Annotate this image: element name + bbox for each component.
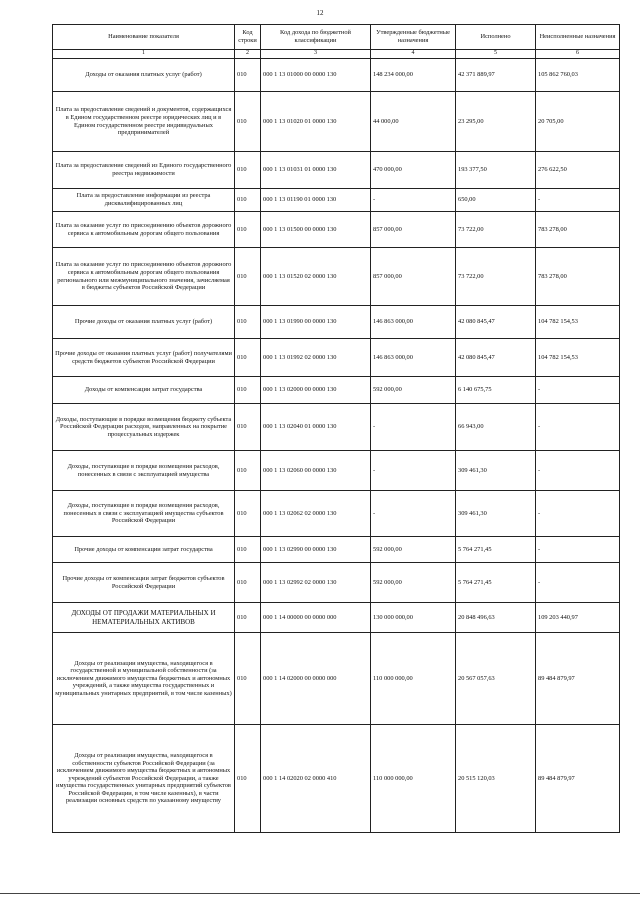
header-name: Наименование показателя: [53, 25, 235, 50]
table-row: [53, 248, 620, 306]
cell-code: 010: [235, 404, 261, 451]
column-number-row: [53, 50, 620, 59]
table-row: [53, 212, 620, 248]
cell-executed: 309 461,30: [456, 451, 536, 491]
table-row: [53, 603, 620, 633]
cell-unexecuted: 104 782 154,53: [536, 306, 620, 339]
header-unexecuted: Неисполненные назначения: [536, 25, 620, 50]
column-number: 2: [235, 50, 261, 59]
cell-kbk: 000 1 13 01020 01 0000 130: [261, 92, 371, 152]
table-row: [53, 491, 620, 537]
cell-kbk: 000 1 13 02062 02 0000 130: [261, 491, 371, 537]
budget-income-table: [52, 24, 620, 833]
cell-kbk: 000 1 13 01031 01 0000 130: [261, 152, 371, 189]
cell-approved: 146 863 000,00: [371, 306, 456, 339]
cell-code: 010: [235, 248, 261, 306]
cell-unexecuted: 89 484 879,97: [536, 633, 620, 725]
table-row: [53, 451, 620, 491]
cell-approved: 592 000,00: [371, 377, 456, 404]
cell-unexecuted: -: [536, 404, 620, 451]
cell-kbk: 000 1 13 02000 00 0000 130: [261, 377, 371, 404]
cell-unexecuted: -: [536, 563, 620, 603]
cell-approved: 592 000,00: [371, 537, 456, 563]
cell-name: Прочие доходы от компенсации затрат государства: [53, 537, 235, 563]
cell-executed: 42 371 889,97: [456, 59, 536, 92]
cell-unexecuted: 20 705,00: [536, 92, 620, 152]
cell-name: Прочие доходы от компенсации затрат бюджетов субъектов Российской Федерации: [53, 563, 235, 603]
cell-approved: 592 000,00: [371, 563, 456, 603]
column-number: 5: [456, 50, 536, 59]
cell-name: Доходы, поступающие в порядке возмещения расходов, понесенных в связи с эксплуатацией имущества субъектов Российской Федерации: [53, 491, 235, 537]
cell-executed: 42 080 845,47: [456, 339, 536, 377]
cell-name: Доходы от реализации имущества, находящегося в государственной и муниципальной собственности (за исключением движимого имущества бюджетных и автономных учреждений, а также имущества государственных и муниципальных унитарных предприятий, в том числе казенных): [53, 633, 235, 725]
cell-executed: 650,00: [456, 189, 536, 212]
cell-executed: 42 080 845,47: [456, 306, 536, 339]
cell-code: 010: [235, 633, 261, 725]
cell-name: Плата за предоставление сведений из Единого государственного реестра недвижимости: [53, 152, 235, 189]
cell-unexecuted: 783 278,00: [536, 212, 620, 248]
cell-code: 010: [235, 59, 261, 92]
cell-approved: 857 000,00: [371, 212, 456, 248]
cell-approved: 110 000 000,00: [371, 725, 456, 833]
cell-code: 010: [235, 537, 261, 563]
cell-kbk: 000 1 13 01000 00 0000 130: [261, 59, 371, 92]
cell-approved: 857 000,00: [371, 248, 456, 306]
cell-unexecuted: -: [536, 491, 620, 537]
cell-unexecuted: -: [536, 377, 620, 404]
cell-kbk: 000 1 14 00000 00 0000 000: [261, 603, 371, 633]
cell-approved: 130 000 000,00: [371, 603, 456, 633]
cell-code: 010: [235, 491, 261, 537]
cell-kbk: 000 1 13 02992 02 0000 130: [261, 563, 371, 603]
cell-kbk: 000 1 13 01520 02 0000 130: [261, 248, 371, 306]
table-header-row: [53, 25, 620, 50]
header-approved: Утвержденные бюджетные назначения: [371, 25, 456, 50]
cell-kbk: 000 1 13 01190 01 0000 130: [261, 189, 371, 212]
cell-unexecuted: -: [536, 451, 620, 491]
cell-kbk: 000 1 13 01990 00 0000 130: [261, 306, 371, 339]
cell-name: Плата за оказание услуг по присоединению объектов дорожного сервиса к автомобильным дорогам общего пользования регионального или межмуниципального значения, зачисляемая в бюджеты субъектов Российской Федерации: [53, 248, 235, 306]
cell-kbk: 000 1 13 01500 00 0000 130: [261, 212, 371, 248]
table-row: [53, 377, 620, 404]
table-row: [53, 563, 620, 603]
cell-unexecuted: 276 622,50: [536, 152, 620, 189]
cell-name: Прочие доходы от оказания платных услуг (работ): [53, 306, 235, 339]
cell-executed: 5 764 271,45: [456, 563, 536, 603]
column-number: 3: [261, 50, 371, 59]
cell-approved: 470 000,00: [371, 152, 456, 189]
cell-executed: 20 515 120,03: [456, 725, 536, 833]
header-code: Код строки: [235, 25, 261, 50]
table-row: [53, 92, 620, 152]
cell-code: 010: [235, 339, 261, 377]
cell-name: Плата за предоставление информации из реестра дисквалифицированных лиц: [53, 189, 235, 212]
cell-executed: 309 461,30: [456, 491, 536, 537]
cell-approved: -: [371, 404, 456, 451]
cell-executed: 193 377,50: [456, 152, 536, 189]
cell-executed: 66 943,00: [456, 404, 536, 451]
cell-name: ДОХОДЫ ОТ ПРОДАЖИ МАТЕРИАЛЬНЫХ И НЕМАТЕРИАЛЬНЫХ АКТИВОВ: [53, 603, 235, 633]
cell-code: 010: [235, 189, 261, 212]
cell-approved: -: [371, 491, 456, 537]
table-row: [53, 537, 620, 563]
cell-unexecuted: 109 203 440,97: [536, 603, 620, 633]
cell-name: Доходы от оказания платных услуг (работ): [53, 59, 235, 92]
cell-name: Доходы от реализации имущества, находящегося в собственности субъектов Российской Федерации (за исключением движимого имущества бюджетных и автономных учреждений субъектов Российской Федерации, а также имущества государственных унитарных предприятий субъектов Российской Федерации, в том числе казенных), в части реализации основных средств по указанному имуществу: [53, 725, 235, 833]
cell-code: 010: [235, 377, 261, 404]
cell-unexecuted: -: [536, 537, 620, 563]
cell-code: 010: [235, 306, 261, 339]
cell-executed: 5 764 271,45: [456, 537, 536, 563]
cell-code: 010: [235, 212, 261, 248]
table-row: [53, 189, 620, 212]
table-row: [53, 725, 620, 833]
cell-code: 010: [235, 563, 261, 603]
cell-unexecuted: 104 782 154,53: [536, 339, 620, 377]
cell-name: Доходы от компенсации затрат государства: [53, 377, 235, 404]
cell-approved: 146 863 000,00: [371, 339, 456, 377]
cell-executed: 20 848 496,63: [456, 603, 536, 633]
cell-name: Доходы, поступающие в порядке возмещения бюджету субъекта Российской Федерации расходов, направленных на покрытие процессуальных издержек: [53, 404, 235, 451]
page-number: 12: [316, 9, 324, 17]
column-number: 6: [536, 50, 620, 59]
cell-name: Доходы, поступающие в порядке возмещения расходов, понесенных в связи с эксплуатацией имущества: [53, 451, 235, 491]
table-row: [53, 306, 620, 339]
cell-code: 010: [235, 92, 261, 152]
cell-unexecuted: 105 862 760,03: [536, 59, 620, 92]
cell-kbk: 000 1 14 02000 00 0000 000: [261, 633, 371, 725]
cell-approved: 44 000,00: [371, 92, 456, 152]
cell-executed: 73 722,00: [456, 212, 536, 248]
column-number: 1: [53, 50, 235, 59]
cell-approved: -: [371, 189, 456, 212]
cell-approved: -: [371, 451, 456, 491]
cell-kbk: 000 1 13 01992 02 0000 130: [261, 339, 371, 377]
cell-approved: 148 234 000,00: [371, 59, 456, 92]
cell-kbk: 000 1 14 02020 02 0000 410: [261, 725, 371, 833]
cell-executed: 23 295,00: [456, 92, 536, 152]
table-row: [53, 152, 620, 189]
header-kbk: Код дохода по бюджетной классификации: [261, 25, 371, 50]
cell-approved: 110 000 000,00: [371, 633, 456, 725]
table-row: [53, 59, 620, 92]
cell-code: 010: [235, 451, 261, 491]
cell-executed: 20 567 057,63: [456, 633, 536, 725]
cell-kbk: 000 1 13 02060 00 0000 130: [261, 451, 371, 491]
cell-kbk: 000 1 13 02990 00 0000 130: [261, 537, 371, 563]
column-number: 4: [371, 50, 456, 59]
table-row: [53, 339, 620, 377]
header-executed: Исполнено: [456, 25, 536, 50]
cell-name: Плата за предоставление сведений и документов, содержащихся в Едином государственном реестре юридических лиц и в Едином государственном реестре индивидуальных предпринимателей: [53, 92, 235, 152]
table-row: [53, 633, 620, 725]
cell-unexecuted: -: [536, 189, 620, 212]
cell-unexecuted: 89 484 879,97: [536, 725, 620, 833]
cell-kbk: 000 1 13 02040 01 0000 130: [261, 404, 371, 451]
cell-unexecuted: 783 278,00: [536, 248, 620, 306]
cell-name: Прочие доходы от оказания платных услуг (работ) получателями средств бюджетов субъектов Российской Федерации: [53, 339, 235, 377]
cell-code: 010: [235, 725, 261, 833]
bottom-divider: [0, 893, 640, 894]
cell-code: 010: [235, 603, 261, 633]
cell-name: Плата за оказание услуг по присоединению объектов дорожного сервиса к автомобильным дорогам общего пользования: [53, 212, 235, 248]
cell-executed: 73 722,00: [456, 248, 536, 306]
table-row: [53, 404, 620, 451]
table-body: [53, 59, 620, 833]
cell-code: 010: [235, 152, 261, 189]
cell-executed: 6 140 675,75: [456, 377, 536, 404]
